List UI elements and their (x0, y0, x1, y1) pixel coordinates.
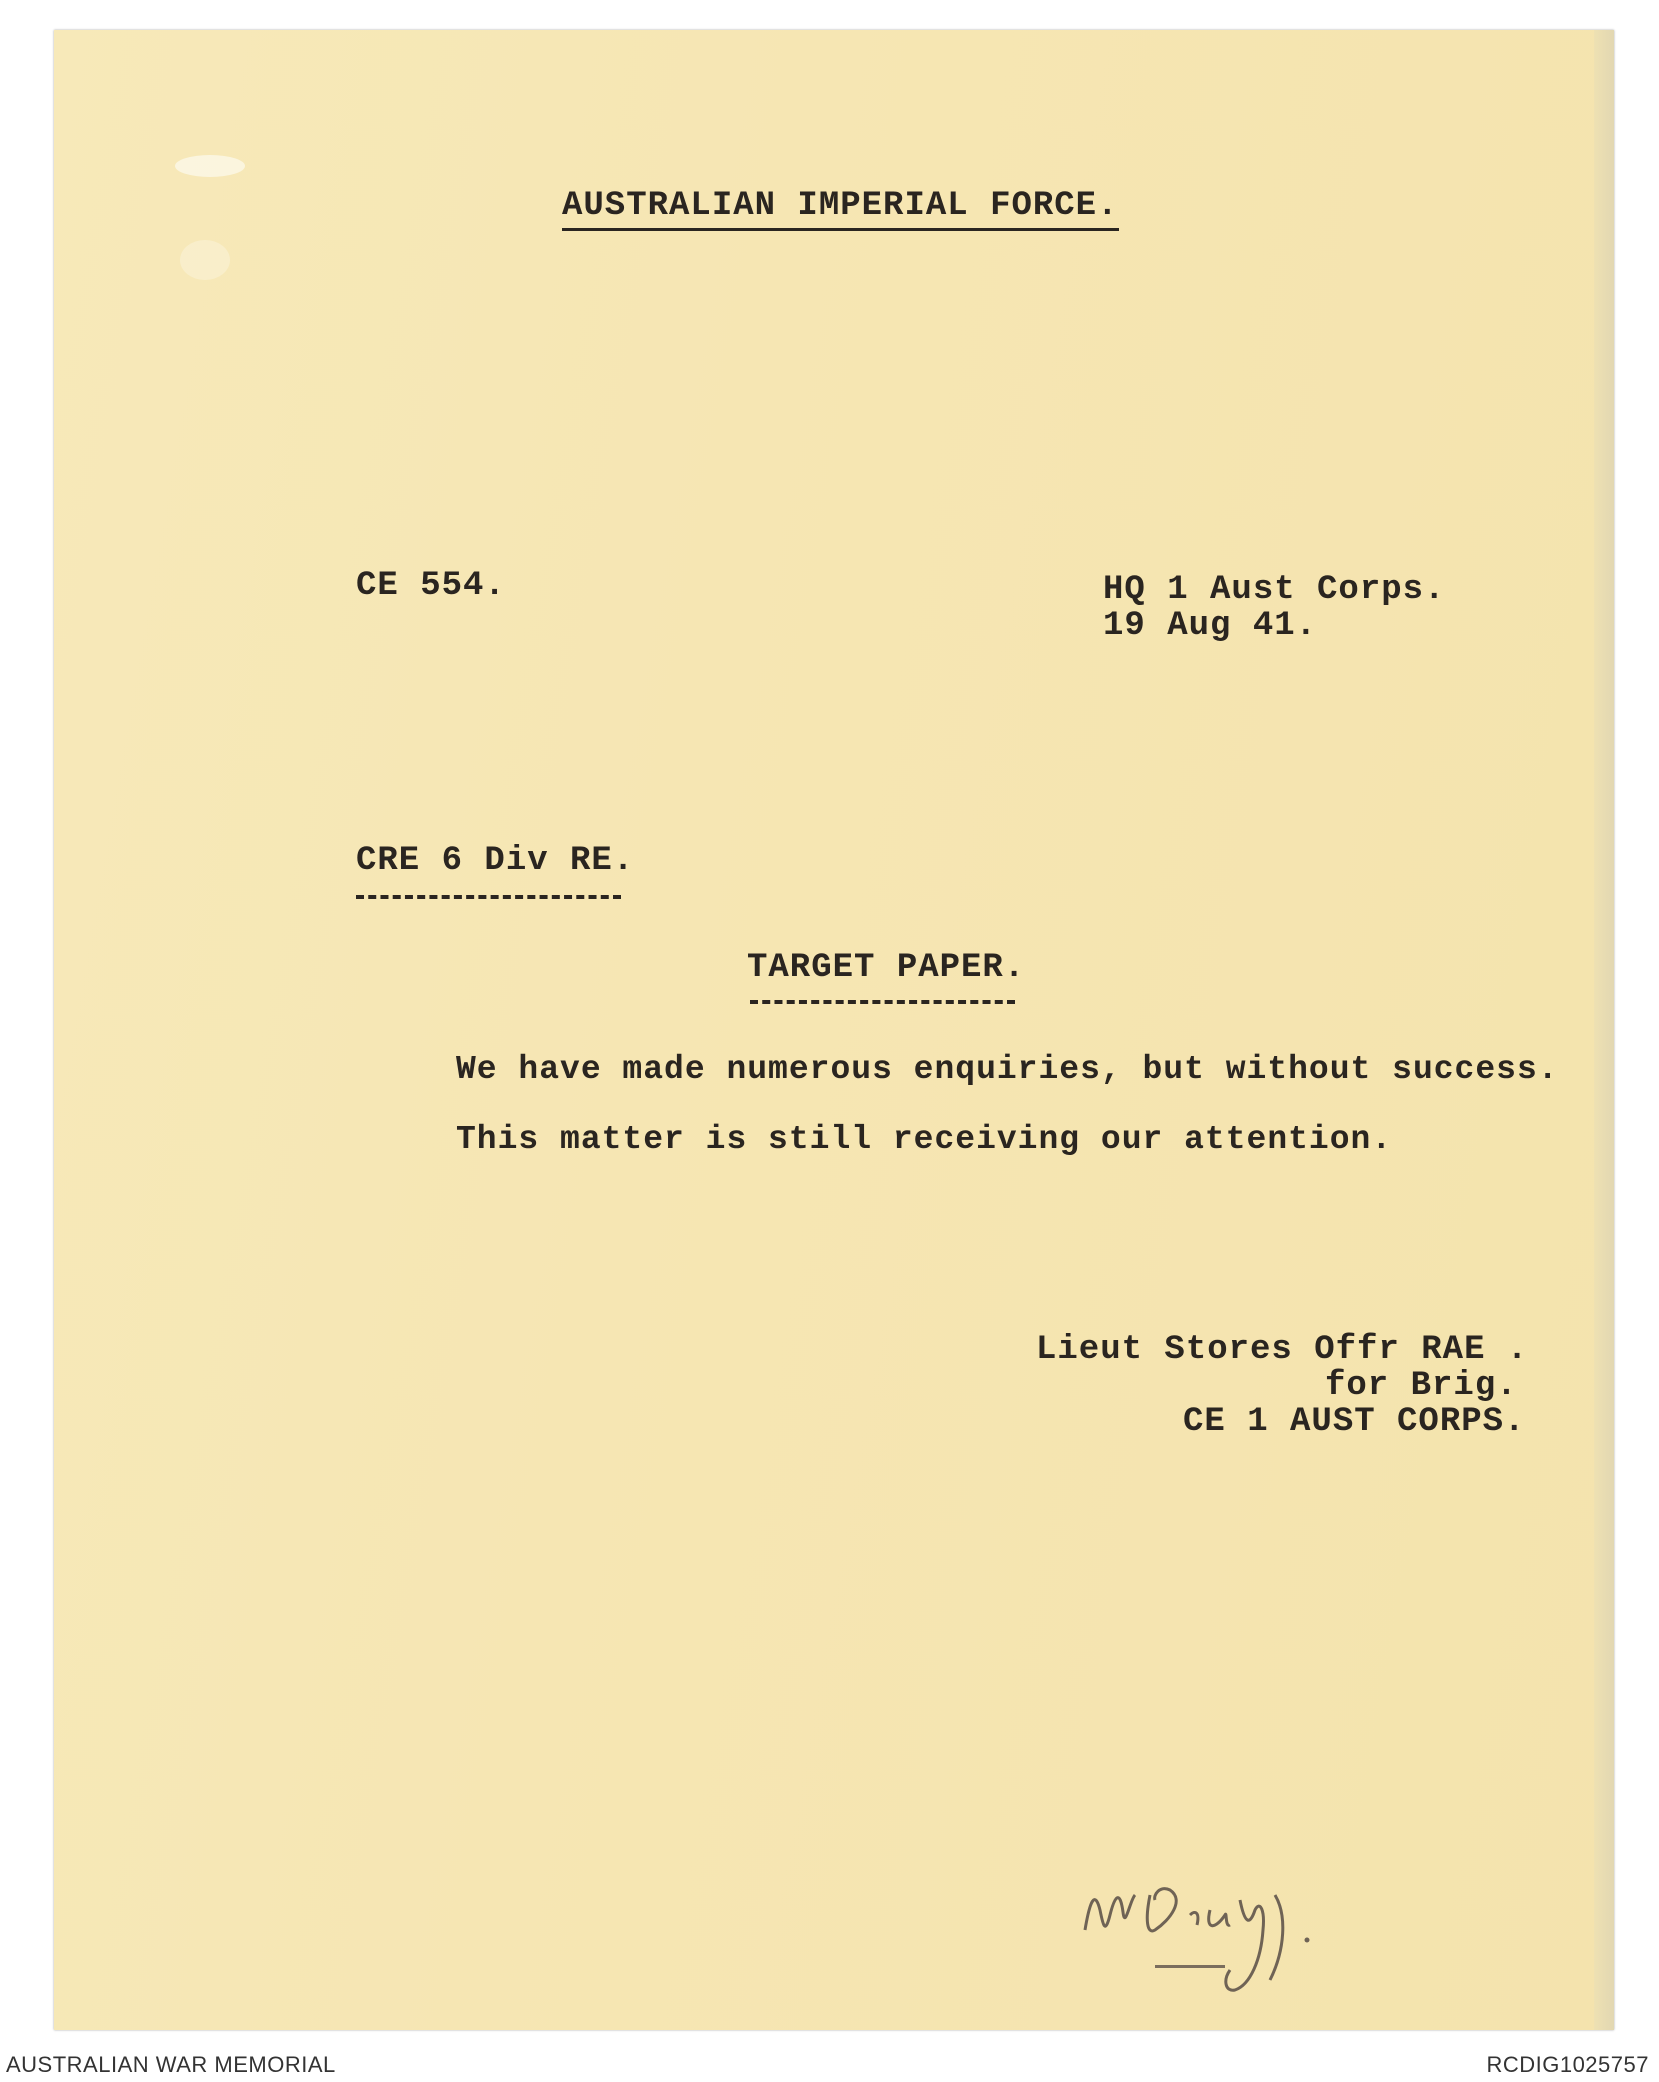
signoff-for: for Brig. (1325, 1367, 1518, 1405)
archive-label: AUSTRALIAN WAR MEMORIAL (6, 2052, 336, 2077)
subject-underline (750, 1000, 1015, 1004)
reference-number: CE 554. (356, 567, 506, 605)
record-id: RCDIG1025757 (1486, 2052, 1649, 2077)
addressee: CRE 6 Div RE. (356, 842, 635, 880)
paper-edge (1594, 30, 1614, 2030)
addressee-underline (356, 895, 621, 899)
subject-heading: TARGET PAPER. (747, 949, 1026, 987)
signature-underline (1155, 1965, 1225, 1968)
body-line-1: We have made numerous enquiries, but without success. (456, 1051, 1559, 1088)
document-title: AUSTRALIAN IMPERIAL FORCE. (562, 188, 1119, 231)
handwritten-signature (1075, 1840, 1425, 2000)
paper-crease-mark (175, 155, 245, 177)
document-page (54, 30, 1614, 2030)
body-line-2: This matter is still receiving our attention. (456, 1121, 1393, 1158)
signoff-unit: CE 1 AUST CORPS. (1183, 1403, 1526, 1441)
document-date: 19 Aug 41. (1103, 607, 1318, 645)
origin-headquarters: HQ 1 Aust Corps. (1103, 571, 1446, 609)
paper-crease-mark (180, 240, 230, 280)
signoff-rank: Lieut Stores Offr RAE . (1036, 1331, 1529, 1369)
